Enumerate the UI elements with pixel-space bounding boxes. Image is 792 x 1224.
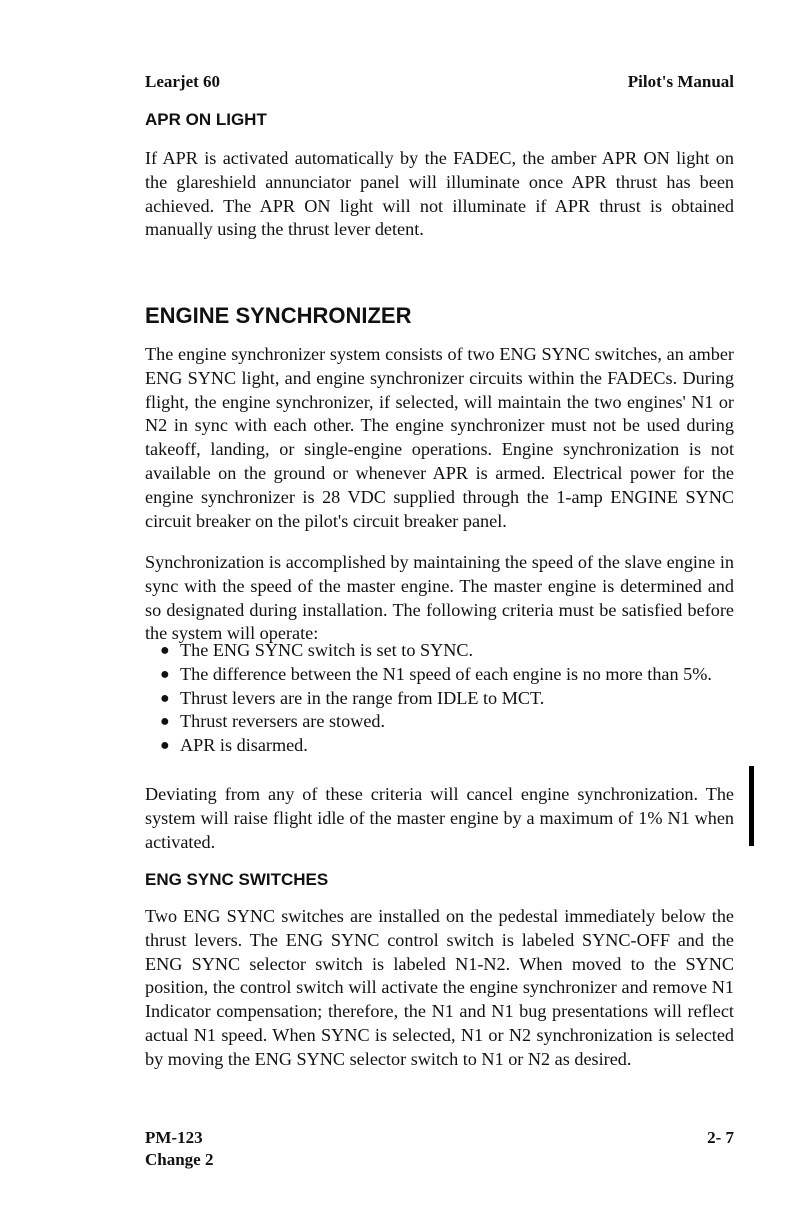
bullet-icon: ● <box>160 689 170 707</box>
list-item <box>160 639 734 663</box>
bullet-icon: ● <box>160 642 170 659</box>
list-item <box>160 687 734 711</box>
list-item-text: The ENG SYNC switch is set to SYNC. <box>180 640 474 660</box>
list-item <box>160 734 734 758</box>
apr-on-light-paragraph: If APR is activated automatically by the FADEC, the amber APR ON light on the glareshield annunciator panel will illuminate once APR thrust has been achieved. The APR ON light will not illuminate if APR thrust is obtained manually using the thrust lever detent. <box>145 148 734 240</box>
eng-sync-switches-heading: ENG SYNC SWITCHES <box>145 870 329 889</box>
footer-page-number: 2- 7 <box>707 1128 734 1147</box>
bullet-icon: ● <box>160 737 170 755</box>
apr-on-light-heading: APR ON LIGHT <box>145 110 267 129</box>
running-header-right: Pilot's Manual <box>627 72 734 91</box>
bullet-icon: ● <box>160 665 170 683</box>
engine-synchronizer-paragraph-3: Deviating from any of these criteria will cancel engine synchronization. The system will raise flight idle of the master engine by a maximum of 1% N1 when activated. <box>145 784 734 852</box>
list-item <box>160 663 734 687</box>
bullet-icon: ● <box>160 713 170 731</box>
list-item-text: Thrust levers are in the range from IDLE to MCT. <box>180 687 545 708</box>
criteria-list <box>160 639 734 758</box>
engine-synchronizer-paragraph-1: The engine synchronizer system consists of two ENG SYNC switches, an amber ENG SYNC light, and engine synchronizer circuits within the FADECs. During flight, the engine synchronizer, if selected, will maintain the two engines' N1 or N2 in sync with each other. The engine synchronizer must not be used during takeoff, landing, or single-engine operations. Engine synchronization is not available on the ground or whenever APR is armed. Electrical power for the engine synchronizer is 28 VDC supplied through the 1-amp ENGINE SYNC circuit breaker on the pilot's circuit breaker panel. <box>145 344 734 531</box>
footer-doc-number: PM-123 <box>145 1128 203 1147</box>
footer-change: Change 2 <box>145 1150 214 1169</box>
list-item-text: The difference between the N1 speed of each engine is no more than 5%. <box>180 663 712 684</box>
revision-change-bar <box>749 766 754 846</box>
list-item-text: Thrust reversers are stowed. <box>180 711 386 732</box>
engine-synchronizer-heading: ENGINE SYNCHRONIZER <box>145 303 412 328</box>
list-item <box>160 710 734 734</box>
engine-synchronizer-paragraph-2: Synchronization is accomplished by maintaining the speed of the slave engine in sync with the speed of the master engine. The master engine is determined and so designated during installation. The following criteria must be satisfied before the system will operate: <box>145 552 734 644</box>
running-header-left: Learjet 60 <box>145 72 221 91</box>
list-item-text: APR is disarmed. <box>180 735 308 756</box>
eng-sync-switches-paragraph: Two ENG SYNC switches are installed on the pedestal immediately below the thrust levers. The ENG SYNC control switch is labeled SYNC-OFF and the ENG SYNC selector switch is labeled N1-N2. When moved to the SYNC position, the control switch will activate the engine synchronizer and remove N1 Indicator compensation; therefore, the N1 and N1 bug presentations will reflect actual N1 speed. When SYNC is selected, N1 or N2 synchronization is selected by moving the ENG SYNC selector switch to N1 or N2 as desired. <box>145 906 734 1069</box>
